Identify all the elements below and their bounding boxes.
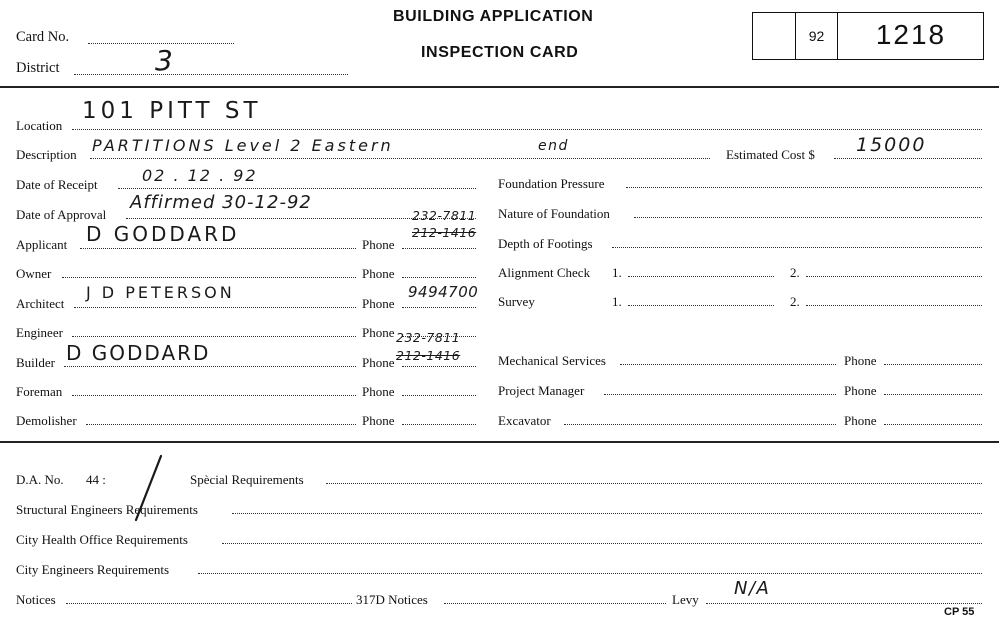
demolisher-label: Demolisher: [16, 413, 77, 428]
owner-phone-label: Phone: [362, 266, 395, 281]
owner-line: [62, 277, 356, 278]
da-no-label: D.A. No.: [16, 472, 64, 487]
nature-of-foundation-line: [634, 217, 982, 218]
notices-317d-label: 317D Notices: [356, 592, 428, 607]
excavator-phone-line: [884, 424, 982, 425]
card-no-label: Card No.: [16, 29, 70, 45]
architect-label: Architect: [16, 296, 65, 311]
architect-line: [74, 307, 356, 308]
depth-of-footings-label: Depth of Footings: [498, 236, 593, 251]
levy-line: [706, 603, 982, 604]
applicant-value: D GODDARD: [86, 222, 240, 246]
architect-phone: 9494700: [408, 283, 479, 301]
excavator-line: [564, 424, 836, 425]
architect-phone-line: [402, 307, 476, 308]
city-engineers-requirements-line: [198, 573, 982, 574]
applicant-phone-label: Phone: [362, 237, 395, 252]
engineer-phone-label: Phone: [362, 325, 395, 340]
project-manager-label: Project Manager: [498, 383, 585, 398]
project-manager-phone-label: Phone: [844, 383, 877, 398]
engineer-label: Engineer: [16, 325, 63, 340]
structural-requirements-label: Structural Engineers Requirements: [16, 502, 198, 517]
description-line: [90, 158, 710, 159]
notices-317d-line: [444, 603, 666, 604]
builder-phone-line: [402, 366, 476, 367]
engineer-line: [72, 336, 356, 337]
mechanical-phone-line: [884, 364, 982, 365]
mechanical-phone-label: Phone: [844, 353, 877, 368]
builder-line: [64, 366, 356, 367]
survey-mark-1: 1.: [612, 294, 622, 309]
date-of-approval-value: Affirmed 30-12-92: [130, 192, 312, 213]
description-value: PARTITIONS Level 2 Eastern: [92, 136, 394, 155]
date-of-receipt-label: Date of Receipt: [16, 177, 98, 192]
applicant-label: Applicant: [16, 237, 68, 252]
owner-phone-line: [402, 277, 476, 278]
demolisher-phone-label: Phone: [362, 413, 395, 428]
district-line: [74, 74, 348, 75]
demolisher-phone-line: [402, 424, 476, 425]
location-value: 101 PITT ST: [82, 98, 262, 124]
health-requirements-line: [222, 543, 982, 544]
nature-of-foundation-label: Nature of Foundation: [498, 206, 610, 221]
date-of-approval-label: Date of Approval: [16, 207, 107, 222]
foreman-phone-label: Phone: [362, 384, 395, 399]
demolisher-line: [86, 424, 356, 425]
mechanical-services-label: Mechanical Services: [498, 353, 606, 368]
alignment-line-1: [628, 276, 774, 277]
applicant-phone-old: 212-1416: [412, 225, 477, 240]
form-code: CP 55: [944, 606, 975, 618]
applicant-line: [80, 248, 356, 249]
builder-phone-old: 212-1416: [396, 348, 461, 363]
alignment-mark-1: 1.: [612, 265, 622, 280]
project-manager-phone-line: [884, 394, 982, 395]
structural-requirements-line: [232, 513, 982, 514]
mechanical-services-line: [620, 364, 836, 365]
district-label: District: [16, 60, 60, 76]
notices-line: [66, 603, 352, 604]
estimated-cost-line: [834, 158, 982, 159]
levy-label: Levy: [672, 592, 699, 607]
description-label: Description: [16, 147, 77, 162]
owner-label: Owner: [16, 266, 52, 281]
survey-label: Survey: [498, 294, 535, 309]
estimated-cost-value: 15000: [856, 134, 927, 156]
card-number-box: [752, 12, 984, 60]
survey-line-1: [628, 305, 774, 306]
builder-value: D GODDARD: [66, 341, 211, 365]
excavator-phone-label: Phone: [844, 413, 877, 428]
district-value: 3: [155, 44, 175, 77]
architect-value: J D PETERSON: [86, 283, 235, 302]
builder-label: Builder: [16, 355, 55, 370]
location-label: Location: [16, 118, 63, 133]
alignment-mark-2: 2.: [790, 265, 800, 280]
notices-label: Notices: [16, 592, 56, 607]
title-line-1: BUILDING APPLICATION: [393, 8, 594, 25]
card-year: 92: [808, 28, 825, 44]
alignment-check-label: Alignment Check: [498, 265, 591, 280]
foreman-line: [72, 395, 356, 396]
date-of-receipt-value: 02 . 12 . 92: [142, 166, 258, 185]
project-manager-line: [604, 394, 836, 395]
alignment-line-2: [806, 276, 982, 277]
special-requirements-label: Spècial Requirements: [190, 472, 304, 487]
location-line: [72, 129, 982, 130]
divider-top: [0, 86, 999, 88]
health-requirements-label: City Health Office Requirements: [16, 532, 188, 547]
architect-phone-label: Phone: [362, 296, 395, 311]
foundation-pressure-line: [626, 187, 982, 188]
builder-phone-label: Phone: [362, 355, 395, 370]
levy-value: N/A: [734, 578, 771, 599]
foundation-pressure-label: Foundation Pressure: [498, 176, 605, 191]
depth-of-footings-line: [612, 247, 982, 248]
estimated-cost-label: Estimated Cost $: [726, 147, 815, 162]
foreman-phone-line: [402, 395, 476, 396]
da-no-value: 44 :: [86, 472, 106, 487]
builder-phone-new: 232-7811: [396, 330, 461, 345]
applicant-phone-line: [402, 248, 476, 249]
date-of-receipt-line: [118, 188, 476, 189]
applicant-phone-new: 232-7811: [412, 208, 477, 223]
special-requirements-line: [326, 483, 982, 484]
excavator-label: Excavator: [498, 413, 551, 428]
description-extra: end: [538, 138, 569, 154]
survey-mark-2: 2.: [790, 294, 800, 309]
title-line-2: INSPECTION CARD: [421, 44, 579, 61]
card-number: 1218: [875, 19, 947, 50]
foreman-label: Foreman: [16, 384, 63, 399]
city-engineers-requirements-label: City Engineers Requirements: [16, 562, 170, 577]
divider-middle: [0, 441, 999, 443]
survey-line-2: [806, 305, 982, 306]
